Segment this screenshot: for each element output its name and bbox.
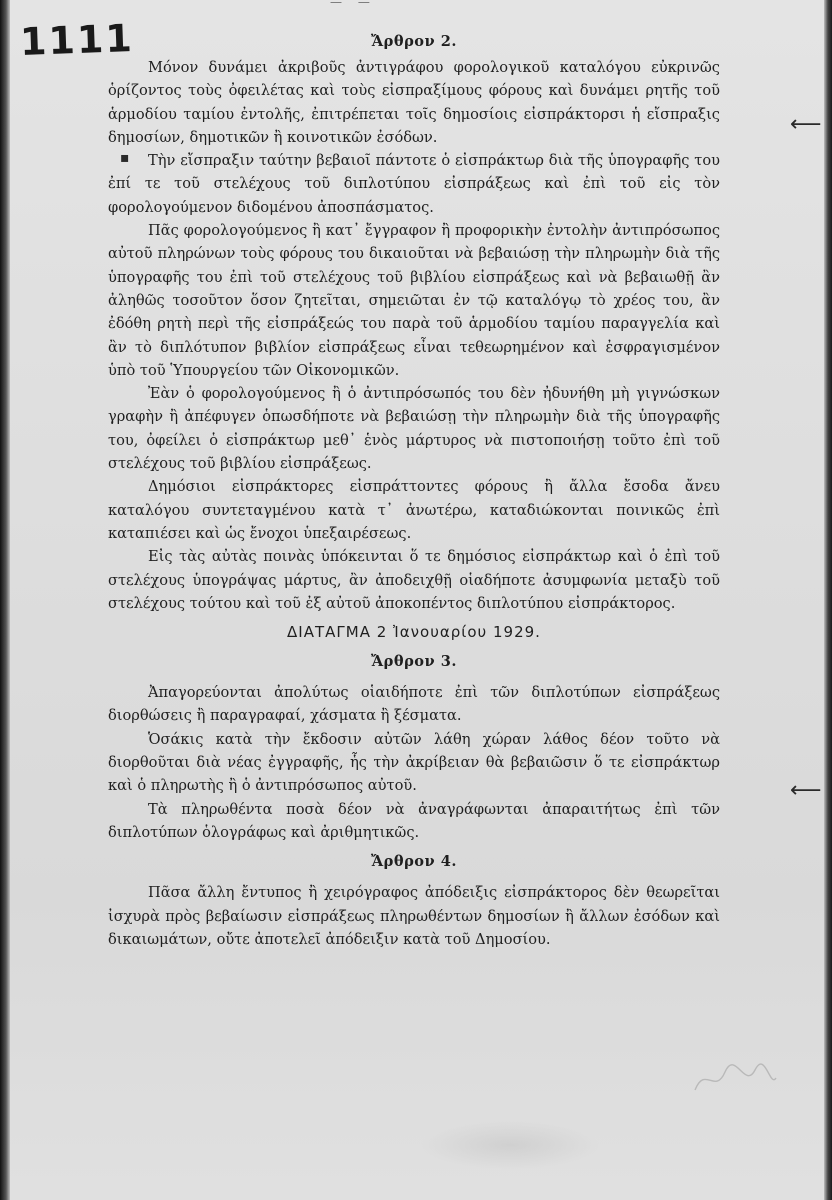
scan-left-edge xyxy=(0,0,10,1200)
paper-smudge xyxy=(420,1120,600,1170)
document-body xyxy=(108,30,720,951)
paragraph-3: Πᾶς φορολογούμενος ἢ κατ᾽ ἔγγραφον ἢ προφορικὴν ἐντολὴν ἀντιπρόσωπος αὐτοῦ πληρώνων τοὺς φόρους του δικαιοῦται νὰ βεβαιώσῃ τὴν πληρωμὴν διὰ τῆς ὑπογραφῆς του ἐπὶ τοῦ στελέχους τοῦ βιβλίου εἰσπράξεως καὶ νὰ βεβαιωθῇ ἂν ἀληθῶς τοσοῦτον ὅσον ζητεῖται, σημειῶται ἐν τῷ καταλόγῳ τὸ χρέος του, ἂν ἐδόθη ρητὴ περὶ τῆς εἰσπράξεώς του παρὰ τοῦ ἁρμοδίου ταμίου παραγγελία καὶ ἂν τὸ διπλότυπον βιβλίον εἰσπράξεως εἶναι τεθεωρημένον καὶ ἐσφραγισμένον ὑπὸ τοῦ Ὑπουργείου τῶν Οἰκονομικῶν. xyxy=(108,222,720,379)
margin-mark-dot: ▪ xyxy=(120,150,130,166)
paragraph-5: Δημόσιοι εἰσπράκτορες εἰσπράττοντες φόρους ἢ ἄλλα ἔσοδα ἄνευ καταλόγου συντεταγμένου κατὰ τ᾽ ἀνωτέρω, καταδιώκονται ποινικῶς ἐπὶ καταπιέσει καὶ ὡς ἔνοχοι ὑπεξαιρέσεως. xyxy=(108,478,720,542)
paragraph-1: Μόνον δυνάμει ἀκριβοῦς ἀντιγράφου φορολογικοῦ καταλόγου εὐκρινῶς ὁρίζοντος τοὺς ὀφειλέτας καὶ τοὺς εἰσπραξίμους φόρους καὶ δυνάμει ρητῆς τοῦ ἁρμοδίου ταμίου ἐντολῆς, ἐπιτρέπεται τοῖς δημοσίοις εἰσπράκτορσι ἡ εἴσπραξις δημοσίων, δημοτικῶν ἢ κοινοτικῶν ἐσόδων. xyxy=(108,59,720,146)
paragraph-4: Ἐὰν ὁ φορολογούμενος ἢ ὁ ἀντιπρόσωπός του δὲν ἠδυνήθη μὴ γιγνώσκων γραφὴν ἢ ἀπέφυγεν ὁπωσδήποτε νὰ βεβαιώσῃ τὴν πληρωμὴν διὰ τῆς ὑπογραφῆς του, ὀφείλει ὁ εἰσπράκτωρ μεθ᾽ ἑνὸς μάρτυρος νὰ πιστοποιήσῃ τοῦτο ἐπὶ τοῦ στελέχους τοῦ βιβλίου εἰσπράξεως. xyxy=(108,385,720,473)
paragraph-2: Τὴν εἴσπραξιν ταύτην βεβαιοῖ πάντοτε ὁ εἰσπράκτωρ διὰ τῆς ὑπογραφῆς του ἐπί τε τοῦ στελέχους τοῦ διπλοτύπου εἰσπράξεως καὶ ἐπὶ τοῦ εἰς τὸν φορολογούμενον διδομένου ἀποσπάσματος. xyxy=(108,152,720,216)
paragraph-6: Εἰς τὰς αὐτὰς ποινὰς ὑπόκεινται ὅ τε δημόσιος εἰσπράκτωρ καὶ ὁ ἐπὶ τοῦ στελέχους ὑπογράψας μάρτυς, ἂν ἀποδειχθῇ οἱαδήποτε ἀσυμφωνία μεταξὺ τοῦ στελέχους τούτου καὶ τοῦ ἐξ αὐτοῦ ἀποκοπέντος διπλοτύπου εἰσπράκτορος. xyxy=(108,548,720,612)
margin-mark-arrow: ⟵ xyxy=(790,778,822,803)
decree-heading: ΔΙΑΤΑΓΜΑ 2 Ἰανουαρίου 1929. xyxy=(287,623,541,642)
handwritten-archive-number: 1111 xyxy=(19,16,135,64)
article-2-heading: Ἄρθρον 2. xyxy=(371,33,457,50)
paragraph-8: Ὁσάκις κατὰ τὴν ἔκδοσιν αὐτῶν λάθη χώραν λάθος δέον τοῦτο νὰ διορθοῦται διὰ νέας ἐγγραφῆς, ἧς τὴν ἀκρίβειαν θὰ βεβαιῶσιν ὅ τε εἰσπράκτωρ καὶ ὁ πληρωτὴς ἢ ὁ ἀντιπρόσωπος αὐτοῦ. xyxy=(108,730,720,795)
scan-right-edge xyxy=(824,0,832,1200)
article-3-heading: Ἄρθρον 3. xyxy=(371,653,457,671)
article-4-heading: Ἄρθρον 4. xyxy=(371,853,457,871)
paragraph-7: Ἀπαγορεύονται ἀπολύτως οἱαιδήποτε ἐπὶ τῶν διπλοτύπων εἰσπράξεως διορθώσεις ἢ παραγραφαί, χάσματα ἢ ξέσματα. xyxy=(108,684,720,725)
faint-pencil-mark xyxy=(690,1060,780,1100)
paragraph-9: Τὰ πληρωθέντα ποσὰ δέον νὰ ἀναγράφωνται ἀπαραιτήτως ἐπὶ τῶν διπλοτύπων ὁλογράφως καὶ ἀριθμητικῶς. xyxy=(108,800,720,841)
top-cut-text: — — xyxy=(330,0,376,8)
paragraph-10: Πᾶσα ἄλλη ἔντυπος ἢ χειρόγραφος ἀπόδειξις εἰσπράκτορος δὲν θεωρεῖται ἰσχυρὰ πρὸς βεβαίωσιν εἰσπράξεως πληρωθέντων δημοσίων ἢ ἄλλων ἐσόδων καὶ δικαιωμάτων, οὔτε ἀποτελεῖ ἀπόδειξιν κατὰ τοῦ Δημοσίου. xyxy=(108,884,720,948)
margin-mark-arrow: ⟵ xyxy=(790,112,822,137)
